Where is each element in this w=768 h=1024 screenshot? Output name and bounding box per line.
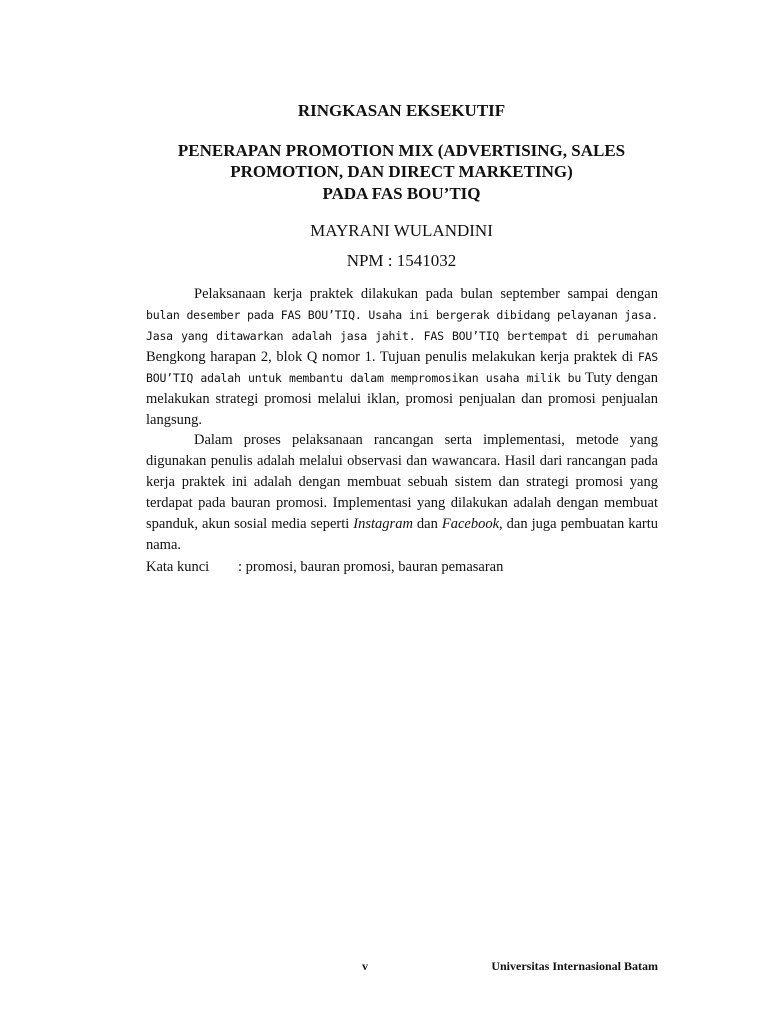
paragraph-1-text-a: Pelaksanaan kerja praktek dilakukan pada bulan september sampai dengan bbox=[194, 286, 658, 302]
paragraph-1-text-d: FAS BOU’TIQ adalah untuk membantu dalam mempromosikan usaha milik bu bbox=[146, 350, 658, 385]
paragraph-1-text-e: Tuty dengan melakukan strategi promosi melalui iklan, promosi penjualan dan promosi penjualan langsung. bbox=[146, 370, 658, 428]
paragraph-2-text-b: , dan juga pembuatan kartu nama. bbox=[146, 516, 659, 553]
summary-paragraph-1 bbox=[146, 284, 658, 431]
author-name: MAYRANI WULANDINI bbox=[310, 221, 493, 240]
facebook-term: Facebook bbox=[441, 516, 500, 532]
paragraph-1-text-c: Bengkong harapan 2, blok Q nomor 1. Tujuan penulis melakukan kerja praktek di bbox=[146, 349, 638, 365]
summary-paragraph-2 bbox=[146, 430, 658, 556]
paragraph-2-text-a: Dalam proses pelaksanaan rancangan serta implementasi, metode yang digunakan penulis adalah melalui observasi dan wawancara. Hasil dari rancangan pada kerja praktek ini adalah dengan membuat sebuah sistem dan strategi promosi yang terdapat pada bauran promosi. Implementasi yang dilakukan adalah dengan membuat spanduk, akun sosial media seperti bbox=[146, 432, 658, 532]
page-number: v bbox=[362, 959, 368, 973]
report-title-line-1: PENERAPAN PROMOTION MIX (ADVERTISING, SALES bbox=[177, 141, 626, 160]
paragraph-1-text-b: bulan desember pada FAS BOU’TIQ. Usaha ini bergerak dibidang pelayanan jasa. Jasa yang ditawarkan adalah jasa jahit. FAS BOU’TIQ bertempat di perumahan bbox=[146, 308, 658, 343]
keywords-value: : promosi, bauran promosi, bauran pemasaran bbox=[238, 559, 504, 575]
student-npm: NPM : 1541032 bbox=[346, 251, 457, 270]
instagram-term: Instagram bbox=[353, 516, 413, 532]
report-title-line-2: PROMOTION, DAN DIRECT MARKETING) bbox=[230, 162, 573, 181]
footer-institution: Universitas Internasional Batam bbox=[491, 959, 658, 973]
paragraph-2-connector: dan bbox=[412, 516, 442, 532]
keywords-line bbox=[146, 557, 658, 578]
report-title-line-3: PADA FAS BOU’TIQ bbox=[322, 184, 481, 203]
section-title: RINGKASAN EKSEKUTIF bbox=[297, 101, 506, 120]
keywords-label: Kata kunci bbox=[146, 559, 210, 575]
